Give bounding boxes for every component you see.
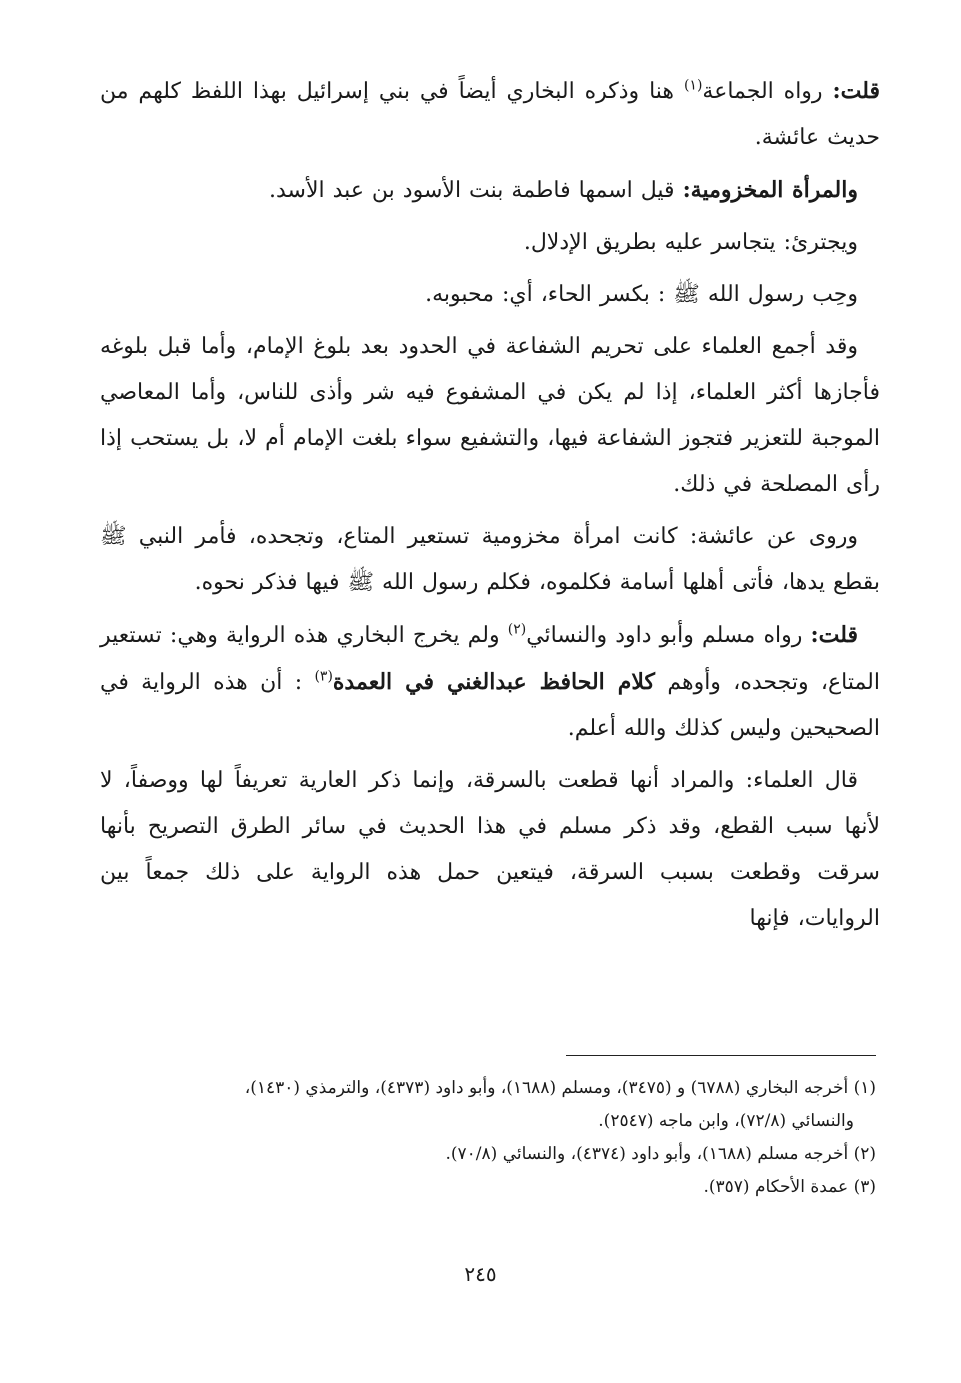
paragraph-text: وروى عن عائشة: كانت امرأة مخزومية تستعير المتاع، وتجحده، فأمر النبي ﷺ بقطع يدها، فأتى أهلها أسامة فكلموه، فكلم رسول الله ﷺ فيها فذكر نحوه. xyxy=(100,524,880,595)
paragraph-text: وقد أجمع العلماء على تحريم الشفاعة في الحدود بعد بلوغ الإمام، وأما قبل بلوغه فأجازها أكثر العلماء، إذا لم يكن في المشفوع فيه شر وأذى للناس، وأما المعاصي الموجبة للتعزير فتجوز الشفاعة فيها، والتشفيع سواء بلغت الإمام أم لا، بل يستحب إذا رأى المصلحة في ذلك. xyxy=(100,334,880,497)
footnote-ref[interactable]: (٣) xyxy=(314,668,333,685)
paragraph-5 xyxy=(100,324,880,508)
paragraph-text: قيل اسمها فاطمة بنت الأسود بن عبد الأسد. xyxy=(269,178,683,203)
paragraph-text: قال العلماء: والمراد أنها قطعت بالسرقة، وإنما ذكر العارية تعريفاً لها ووصفاً، لا لأنها سبب القطع، وقد ذكر مسلم في هذا الحديث في سائر الطرق التصريح بأنها سرقت وقطعت بسبب السرقة، فيتعين حمل هذه الرواية على ذلك جمعاً بين الروايات، فإنها xyxy=(100,768,880,931)
footnote-ref[interactable]: (١) xyxy=(683,77,703,94)
paragraph-text: ويجترئ: يتجاسر عليه بطريق الإدلال. xyxy=(523,230,858,255)
paragraph-text: هنا وذكره البخاري أيضاً في بني إسرائيل بهذا اللفظ كلهم من حديث عائشة. xyxy=(100,79,880,150)
paragraph-text: : أن هذه الرواية في الصحيحين وليس كذلك والله أعلم. xyxy=(100,670,880,741)
footnote-text: والنسائي (٧٢/٨)، وابن ماجه (٢٥٤٧). xyxy=(598,1111,854,1131)
footnote-text: (١) أخرجه البخاري (٦٧٨٨) و (٣٤٧٥)، ومسلم (١٦٨٨)، وأبو داود (٤٣٧٣)، والترمذي (١٤٣٠)، xyxy=(244,1078,876,1098)
paragraph-text: رواه مسلم وأبو داود والنسائي xyxy=(526,623,811,648)
footnote-text: (٢) أخرجه مسلم (١٦٨٨)، وأبو داود (٤٣٧٤)، والنسائي (٧٠/٨). xyxy=(445,1144,876,1164)
footnote-ref[interactable]: (٢) xyxy=(507,621,527,638)
footnote-divider xyxy=(566,1055,876,1056)
main-text xyxy=(100,68,880,948)
paragraph-text: ولم يخرج البخاري هذه الرواية وهي: تستعير المتاع، وتجحده، وأوهم xyxy=(100,623,880,695)
footnote-1 xyxy=(81,1072,876,1138)
paragraph-text: وحِب رسول الله ﷺ : بكسر الحاء، أي: محبوبه. xyxy=(425,282,858,307)
paragraph-2 xyxy=(100,167,880,214)
footnote-3 xyxy=(81,1171,876,1204)
paragraph-text: رواه الجماعة xyxy=(702,79,833,104)
footnotes xyxy=(81,1055,876,1204)
paragraph-lead: قلت: xyxy=(810,622,859,648)
paragraph-6 xyxy=(100,514,880,606)
paragraph-3 xyxy=(100,220,880,266)
paragraph-1 xyxy=(100,68,880,161)
paragraph-7 xyxy=(100,612,880,752)
footnote-text: (٣) عمدة الأحكام (٣٥٧). xyxy=(703,1177,876,1197)
paragraph-4 xyxy=(100,272,880,318)
footnote-2 xyxy=(81,1138,876,1171)
paragraph-lead: والمرأة المخزومية: xyxy=(682,177,858,203)
paragraph-lead: قلت: xyxy=(832,78,880,104)
page-number: ٢٤٥ xyxy=(464,1262,497,1286)
paragraph-8 xyxy=(100,758,880,942)
bold-phrase: كلام الحافظ عبدالغني في العمدة xyxy=(332,669,655,695)
